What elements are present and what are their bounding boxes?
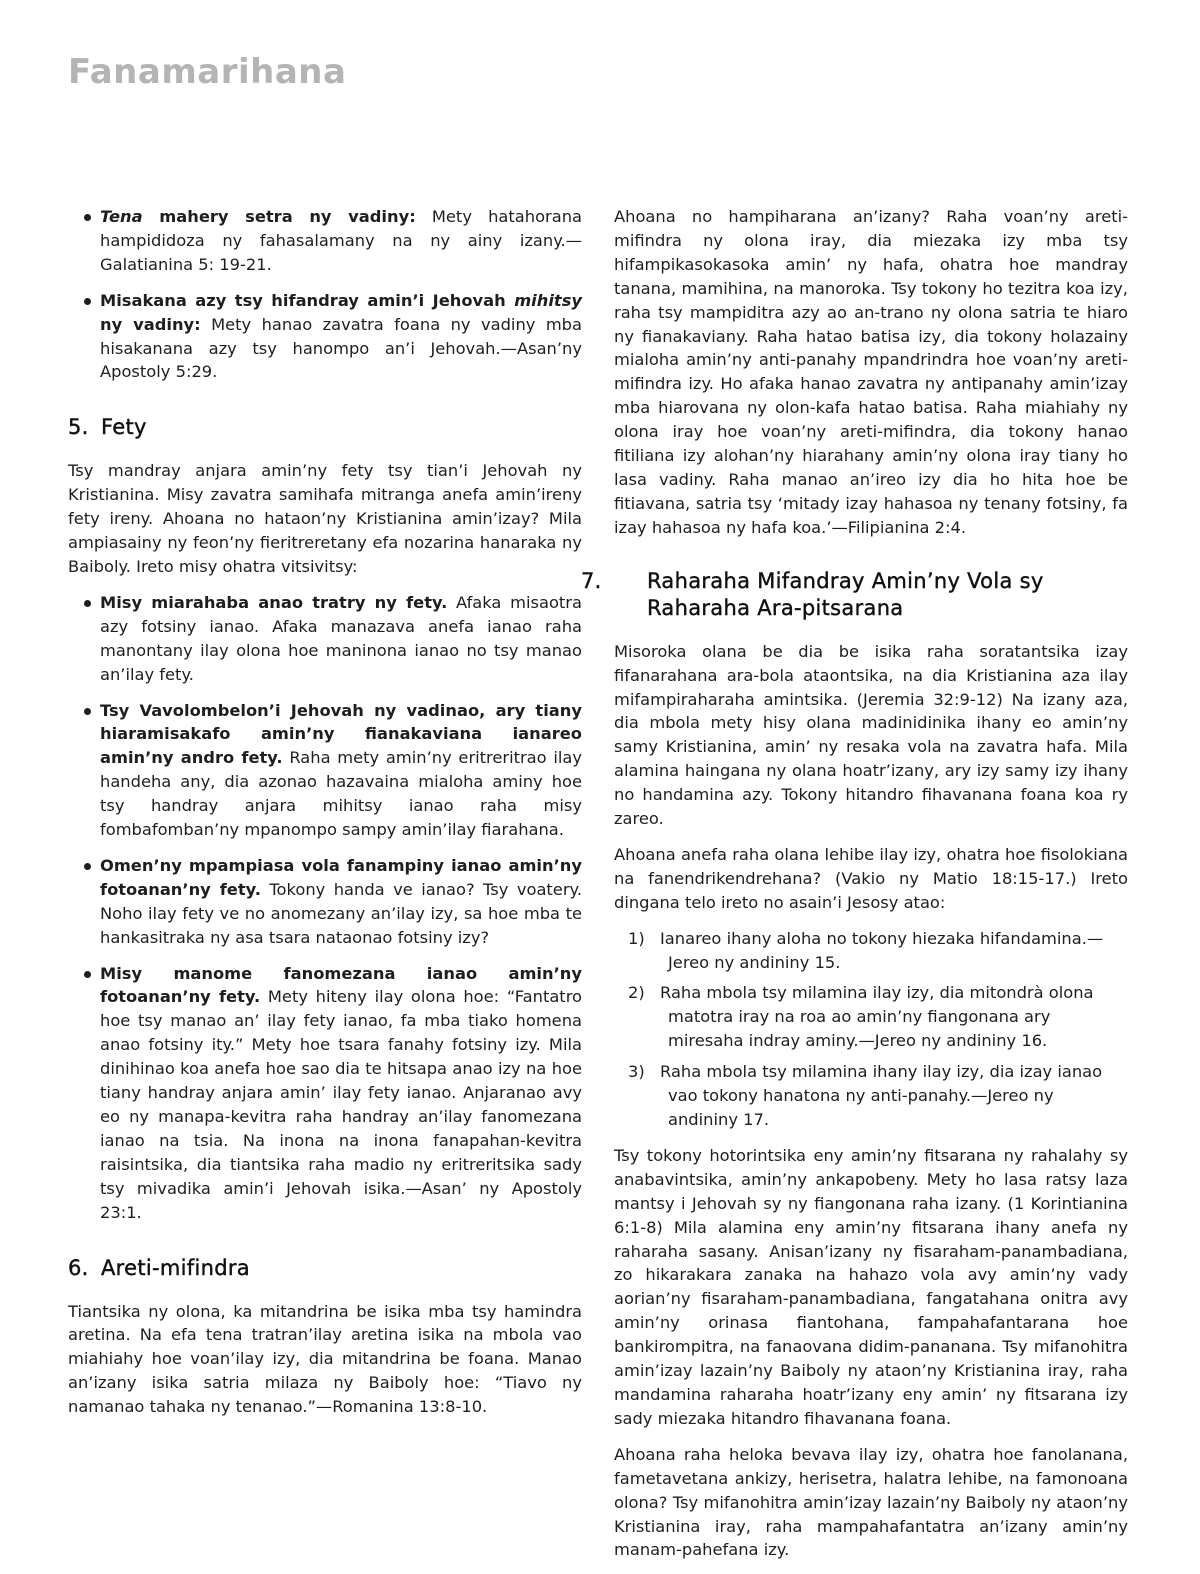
section-number: 6. [68, 1255, 89, 1280]
section-title: Fety [101, 415, 147, 440]
left-column [68, 205, 582, 1431]
section-title: Areti-mifindra [101, 1255, 250, 1280]
bullet-item [68, 205, 582, 277]
section-7-paragraph: Ahoana anefa raha olana lehibe ilay izy, ohatra hoe fisolokiana na fanendrikendrehana? (Vakio ny Matio 18:15-17.) Ireto dingana telo ireto no asain’i Jesosy atao: [614, 844, 1128, 912]
bullet-text: Tokony handa ve ianao? Tsy voatery. Noho ilay fety ve no anomezany an’ilay izy, sa hoe mba te hankasitraka ny asa tsara nataonao fotsiny izy? [100, 879, 582, 947]
section-6-paragraph: Tiantsika ny olona, ka mitandrina be isika mba tsy hamindra aretina. Na efa tena tratran’ilay aretina isika na mbola vao miahiahy hoe voan’ilay izy, dia mitandrina be foana. Manao an’izany isika satria milaza ny Baiboly hoe: “Tiavo ny namanao tahaka ny tenanao.”—Romanina 13:8-10. [68, 1301, 582, 1417]
section-number: 5. [68, 415, 89, 440]
section-7-paragraph: Ahoana raha heloka bevava ilay izy, ohatra hoe fanolanana, fametavetana ankizy, herisetra, halatra lehibe, na famonoana olona? Tsy mifanohitra amin’izay lazain’ny Baiboly ny ataon’ny Kristianina iray, raha mampahafantatra an’izany amin’ny manam-pahefana izy. [614, 1444, 1128, 1560]
bullet-lead: Omen’ny mpampiasa vola fanampiny ianao amin’ny fotoanan’ny fety. [100, 855, 582, 899]
section-title: Raharaha Mifandray Amin’ny Vola sy Raharaha Ara-pitsarana [647, 568, 1044, 620]
bullet-lead-italic: mihitsy [514, 290, 582, 310]
bullet-lead: Misy miarahaba anao tratry ny fety. [100, 592, 448, 612]
section-5-bullet-list [68, 591, 582, 1225]
bullet-lead-bold: ny vadiny: [100, 314, 201, 334]
bullet-item [68, 962, 582, 1225]
step-text: Raha mbola tsy milamina ihany ilay izy, dia izay ianao vao tokony hanatona ny anti-panahy.—Jereo ny andininy 17. [660, 1062, 1103, 1129]
section-number: 7. [581, 568, 602, 593]
bullet-lead: Misy manome fanomezana ianao amin’ny fotoanan’ny fety. [100, 963, 582, 1007]
step-item [614, 981, 1128, 1053]
step-number: 3) [628, 1062, 645, 1082]
bullet-text: Mety hatahorana hampididoza ny fahasalamany na ny ainy izany.—Galatianina 5: 19-21. [100, 207, 582, 274]
step-item [614, 1060, 1128, 1132]
bullet-lead-bold: Misakana azy tsy hifandray amin’i Jehovah [100, 290, 515, 310]
step-number: 2) [628, 983, 645, 1003]
intro-bullet-list [68, 205, 582, 384]
bullet-text: Afaka misaotra azy fotsiny ianao. Afaka manazava anefa ianao raha manontany ilay olona hoe maninona ianao no tsy manao an’ilay fety. [100, 592, 582, 684]
step-text: Ianareo ihany aloha no tokony hiezaka hifandamina.—Jereo ny andininy 15. [660, 928, 1104, 972]
bullet-lead-bold: mahery setra ny vadiny: [142, 207, 416, 226]
bullet-lead [100, 207, 416, 226]
bullet-item [68, 289, 582, 385]
section-5-heading [68, 414, 582, 441]
steps-list [614, 927, 1128, 1132]
bullet-text: Mety hanao zavatra foana ny vadiny mba hisakanana azy tsy hanompo an’i Jehovah.—Asan’ny Apostoly 5:29. [100, 314, 582, 382]
bullet-item [68, 591, 582, 687]
section-6-heading [68, 1255, 582, 1282]
step-item [614, 927, 1128, 975]
bullet-lead: Tsy Vavolombelon’i Jehovah ny vadinao, ary tiany hiaramisakafo amin’ny fianakaviana ianareo amin’ny andro fety. [100, 700, 582, 768]
right-column [581, 205, 1128, 1574]
bullet-text: Mety hiteny ilay olona hoe: “Fantatro hoe tsy manao an’ ilay fety ianao, fa mba tiako homena anao fotsiny ity.” Mety hoe tsara fanahy fotsiny izy. Mila dinihinao koa anefa hoe sao dia te hitsapa anao izy na hoe tiany handray anjara amin’ ilay fety ianao. Anjaranao avy eo ny manapa-kevitra raha handray an’ilay fanomezana ianao na tsia. Na inona na inona fanapahan-kevitra raisintsika, dia tiantsika raha madio ny eritreritsika sady tsy mivadika amin’i Jehovah isika.—Asan’ ny Apostoly 23:1. [100, 987, 582, 1222]
page-header: Fanamarihana [68, 52, 347, 92]
step-number: 1) [628, 928, 645, 948]
bullet-item [68, 699, 582, 842]
section-5-intro: Tsy mandray anjara amin’ny fety tsy tian’i Jehovah ny Kristianina. Misy zavatra samihafa mitranga anefa amin’ireny fety ireny. Ahoana no hataon’ny Kristianina amin’izay? Mila ampiasainy ny feon’ny fieritreretany efa nozarina hanaraka ny Baiboly. Ireto misy ohatra vitsivitsy: [68, 461, 582, 576]
bullet-lead-italic: Tena [100, 207, 143, 226]
bullet-text: Raha mety amin’ny eritreritrao ilay handeha any, dia azonao hazavaina mialoha aminy hoe tsy handray anjara mihitsy ianao raha misy fombafomban’ny mpanompo sampy amin’ilay fiarahana. [100, 748, 583, 840]
bullet-item [68, 854, 582, 950]
section-7-heading [581, 568, 1128, 622]
section-6-continued: Ahoana no hampiharana an’izany? Raha voan’ny areti-mifindra ny olona iray, dia miezaka izy mba tsy hifampikasokasoka amin’ ny hafa, ohatra hoe mandray tanana, mamihina, na manoroka. Tsy tokony ho tezitra koa izy, raha tsy mampiditra azy ao an-trano ny olona satria te hiaro ny fianakaviany. Raha hatao batisa izy, dia tokony holazainy mialoha amin’ny anti-panahy mpandrindra hoe voan’ny areti-mifindra izy. Ho afaka hanao zavatra ny antipanahy amin’izay mba hiarovana ny olon-kafa hatao batisa. Raha miahiahy ny olona iray hoe voan’ny areti-mifindra, dia tokony hanao fitiliana izy alohan’ny hiarahany amin’ny olona iray tiany ho lasa vadiny. Raha manao an’ireo izy dia ho hita hoe be fitiavana, satria tsy ‘mitady izay hahasoa ny tenany fotsiny, fa izay hahasoa ny hafa koa.’—Filipianina 2:4. [614, 207, 1128, 537]
step-text: Raha mbola tsy milamina ilay izy, dia mitondrà olona matotra iray na roa ao amin’ny fiangonana ary miresaha indray aminy.—Jereo ny andininy 16. [660, 983, 1094, 1051]
section-7-paragraph: Misoroka olana be dia be isika raha soratantsika izay fifanarahana ara-bola ataontsika, na dia Kristianina aza ilay mifampiraharaha amintsika. (Jeremia 32:9-12) Na izany aza, dia mbola mety hisy olana madinidinika ihany eo amin’ny samy Kristianina, amin’ ny resaka vola na zavatra hafa. Mila alamina haingana ny olana hoatr’izany, ary izy samy izy ihany no handamina azy. Tokony hitandro fihavanana foana koa ry zareo. [614, 641, 1128, 829]
section-7-paragraph: Tsy tokony hotorintsika eny amin’ny fitsarana ny rahalahy sy anabavintsika, amin’ny ankapobeny. Mety ho lasa ratsy laza mantsy i Jehovah sy ny fiangonana raha izany. (1 Korintianina 6:1-8) Mila alamina eny amin’ny fitsarana ihany anefa ny raharaha sasany. Anisan’izany ny fisaraham-panambadiana, zo hikarakara zanaka na hahazo vola avy amin’ny vady aorian’ny fisaraham-panambadiana, fangatahana onitra avy amin’ny orinasa fiantohana, fampahafantarana hoe bankirompitra, na fanaovana didim-pananana. Tsy mifanohitra amin’izay lazain’ny Baiboly ny ataon’ny Kristianina iray, raha mandamina raharaha hoatr’izany eny amin’ ny fitsarana izy sady miezaka hitandro fihavanana foana. [614, 1145, 1128, 1428]
